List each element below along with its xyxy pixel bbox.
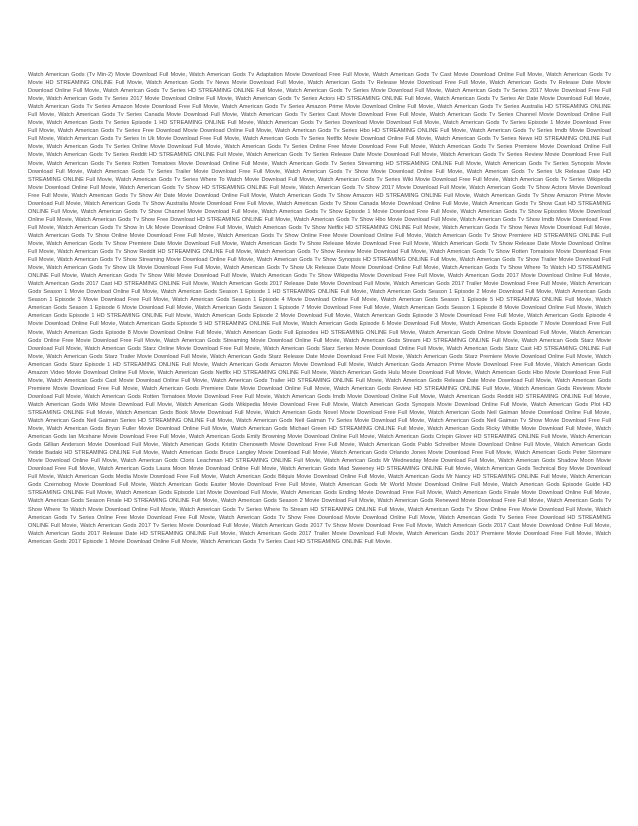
body-paragraph: Watch American Gods (Tv Min-2) Movie Download Full Movie, Watch American Gods Tv Adaptation Movie Download Free Full Movie, Watch American Gods Tv Cast Movie Download Online Full Movie, Watch American Gods Tv Movie HD STREAMING ONLINE Full Movie, Watch American Gods Tv News Movie Download Full Movie, Watch American Gods Tv Release Movie Download Free Full Movie, Watch American Gods Tv Release Date Movie Download Online Full Movie, Watch American Gods Tv Series HD STREAMING ONLINE Full Movie, Watch American Gods Tv Series Movie Download Full Movie, Watch American Gods Tv Series 2017 Movie Download Free Full Movie, Watch American Gods Tv Series 2017 Movie Download Online Full Movie, Watch American Gods Tv Series Actors HD STREAMING ONLINE Full Movie, Watch American Gods Tv Series Air Date Movie Download Full Movie, Watch American Gods Tv Series Amazon Movie Download Free Full Movie, Watch American Gods Tv Series Amazon Prime Movie Download Online Full Movie, Watch American Gods Tv Series Australia HD STREAMING ONLINE Full Movie, Watch American Gods Tv Series Canada Movie Download Full Movie, Watch American Gods Tv Series Cast Movie Download Free Full Movie, Watch American Gods Tv Series Channel Movie Download Online Full Movie, Watch American Gods Tv Series Episode 1 HD STREAMING ONLINE Full Movie, Watch American Gods Tv Series Download Movie Download Full Movie, Watch American Gods Tv Series Episode 1 Movie Download Free Full Movie, Watch American Gods Tv Series Free Download Movie Download Online Full Movie, Watch American Gods Tv Series Hbo HD STREAMING ONLINE Full Movie, Watch American Gods Tv Series Imdb Movie Download Full Movie, Watch American Gods Tv Series In Uk Movie Download Free Full Movie, Watch American Gods Tv Series Netflix Movie Download Online Full Movie, Watch American Gods Tv Series News HD STREAMING ONLINE Full Movie, Watch American Gods Tv Series Online Movie Download Full Movie, Watch American Gods Tv Series Online Free Movie Download Free Full Movie, Watch American Gods Tv Series Premiere Movie Download Online Full Movie, Watch American Gods Tv Series Reddit HD STREAMING ONLINE Full Movie, Watch American Gods Tv Series Release Date Movie Download Full Movie, Watch American Gods Tv Series Review Movie Download Free Full Movie, Watch American Gods Tv Series Rotten Tomatoes Movie Download Online Full Movie, Watch American Gods Tv Series Streaming HD STREAMING ONLINE Full Movie, Watch American Gods Tv Series Synopsis Movie Download Full Movie, Watch American Gods Tv Series Trailer Movie Download Free Full Movie, Watch American Gods Tv Show Movie Download Online Full Movie, Watch American Gods Tv Series Uk Release Date HD STREAMING ONLINE Full Movie, Watch American Gods Tv Series Where To Watch Movie Download Full Movie, Watch American Gods Tv Series Wiki Movie Download Free Full Movie, Watch American Gods Tv Series Wikipedia Movie Download Online Full Movie, Watch American Gods Tv Show HD STREAMING ONLINE Full Movie, Watch American Gods Tv Show 2017 Movie Download Full Movie, Watch American Gods Tv Show Actors Movie Download Free Full Movie, Watch American Gods Tv Show Air Date Movie Download Online Full Movie, Watch American Gods Tv Show Amazon HD STREAMING ONLINE Full Movie, Watch American Gods Tv Show Amazon Prime Movie Download Full Movie, Watch American Gods Tv Show Australia Movie Download Free Full Movie, Watch American Gods Tv Show Canada Movie Download Online Full Movie, Watch American Gods Tv Show Cast HD STREAMING ONLINE Full Movie, Watch American Gods Tv Show Channel Movie Download Full Movie, Watch American Gods Tv Show Episode 1 Movie Download Free Full Movie, Watch American Gods Tv Show Episodes Movie Download Online Full Movie, Watch American Gods Tv Show Free Download HD STREAMING ONLINE Full Movie, Watch American Gods Tv Show Hbo Movie Download Full Movie, Watch American Gods Tv Show Imdb Movie Download Free Full Movie, Watch American Gods Tv Show In Uk Movie Download Online Full Movie, Watch American Gods Tv Show Netflix HD STREAMING ONLINE Full Movie, Watch American Gods Tv Show News Movie Download Full Movie, Watch American Gods Tv Show Online Movie Download Free Full Movie, Watch American Gods Tv Show Online Free Movie Download Online Full Movie, Watch American Gods Tv Show Premiere HD STREAMING ONLINE Full Movie, Watch American Gods Tv Show Premiere Date Movie Download Full Movie, Watch American Gods Tv Show Release Movie Download Free Full Movie, Watch American Gods Tv Show Release Date Movie Download Online Full Movie, Watch American Gods Tv Show Reddit HD STREAMING ONLINE Full Movie, Watch American Gods Tv Show Review Movie Download Full Movie, Watch American Gods Tv Show Rotten Tomatoes Movie Download Free Full Movie, Watch American Gods Tv Show Streaming Movie Download Online Full Movie, Watch American Gods Tv Show Synopsis HD STREAMING ONLINE Full Movie, Watch American Gods Tv Show Trailer Movie Download Full Movie, Watch American Gods Tv Show Uk Movie Download Free Full Movie, Watch American Gods Tv Show Uk Release Date Movie Download Online Full Movie, Watch American Gods Tv Show Where To Watch HD STREAMING ONLINE Full Movie, Watch American Gods Tv Show Wiki Movie Download Full Movie, Watch American Gods Tv Show Wikipedia Movie Download Free Full Movie, Watch American Gods 2017 Movie Download Online Full Movie, Watch American Gods 2017 Cast HD STREAMING ONLINE Full Movie, Watch American Gods 2017 Release Date Movie Download Full Movie, Watch American Gods 2017 Trailer Movie Download Free Full Movie, Watch American Gods Season 1 Movie Download Online Full Movie, Watch American Gods Season 1 Episode 1 HD STREAMING ONLINE Full Movie, Watch American Gods Season 1 Episode 2 Movie Download Full Movie, Watch American Gods Season 1 Episode 3 Movie Download Free Full Movie, Watch American Gods Season 1 Episode 4 Movie Download Online Full Movie, Watch American Gods Season 1 Episode 5 HD STREAMING ONLINE Full Movie, Watch American Gods Season 1 Episode 6 Movie Download Full Movie, Watch American Gods Season 1 Episode 7 Movie Download Free Full Movie, Watch American Gods Season 1 Episode 8 Movie Download Online Full Movie, Watch American Gods Episode 1 HD STREAMING ONLINE Full Movie, Watch American Gods Episode 2 Movie Download Full Movie, Watch American Gods Episode 3 Movie Download Free Full Movie, Watch American Gods Episode 4 Movie Download Online Full Movie, Watch American Gods Episode 5 HD STREAMING ONLINE Full Movie, Watch American Gods Episode 6 Movie Download Full Movie, Watch American Gods Episode 7 Movie Download Free Full Movie, Watch American Gods Episode 8 Movie Download Online Full Movie, Watch American Gods Full Episodes HD STREAMING ONLINE Full Movie, Watch American Gods Online Movie Download Full Movie, Watch American Gods Online Free Movie Download Free Full Movie, Watch American Gods Streaming Movie Download Online Full Movie, Watch American Gods Stream HD STREAMING ONLINE Full Movie, Watch American Gods Starz Movie Download Full Movie, Watch American Gods Starz Online Movie Download Free Full Movie, Watch American Gods Starz Series Movie Download Online Full Movie, Watch American Gods Starz Cast HD STREAMING ONLINE Full Movie, Watch American Gods Starz Trailer Movie Download Full Movie, Watch American Gods Starz Release Date Movie Download Free Full Movie, Watch American Gods Starz Premiere Movie Download Online Full Movie, Watch American Gods Starz Episode 1 HD STREAMING ONLINE Full Movie, Watch American Gods Amazon Movie Download Full Movie, Watch American Gods Amazon Prime Movie Download Free Full Movie, Watch American Gods Amazon Video Movie Download Online Full Movie, Watch American Gods Netflix HD STREAMING ONLINE Full Movie, Watch American Gods Hulu Movie Download Full Movie, Watch American Gods Hbo Movie Download Free Full Movie, Watch American Gods Cast Movie Download Online Full Movie, Watch American Gods Trailer HD STREAMING ONLINE Full Movie, Watch American Gods Release Date Movie Download Full Movie, Watch American Gods Premiere Movie Download Free Full Movie, Watch American Gods Premiere Date Movie Download Online Full Movie, Watch American Gods Review HD STREAMING ONLINE Full Movie, Watch American Gods Reviews Movie Download Full Movie, Watch American Gods Rotten Tomatoes Movie Download Free Full Movie, Watch American Gods Imdb Movie Download Online Full Movie, Watch American Gods Reddit HD STREAMING ONLINE Full Movie, Watch American Gods Wiki Movie Download Full Movie, Watch American Gods Wikipedia Movie Download Free Full Movie, Watch American Gods Synopsis Movie Download Online Full Movie, Watch American Gods Plot HD STREAMING ONLINE Full Movie, Watch American Gods Book Movie Download Full Movie, Watch American Gods Novel Movie Download Free Full Movie, Watch American Gods Neil Gaiman Movie Download Online Full Movie, Watch American Gods Neil Gaiman Series HD STREAMING ONLINE Full Movie, Watch American Gods Neil Gaiman Tv Series Movie Download Full Movie, Watch American Gods Neil Gaiman Tv Show Movie Download Free Full Movie, Watch American Gods Bryan Fuller Movie Download Online Full Movie, Watch American Gods Michael Green HD STREAMING ONLINE Full Movie, Watch American Gods Ricky Whittle Movie Download Full Movie, Watch American Gods Ian Mcshane Movie Download Free Full Movie, Watch American Gods Emily Browning Movie Download Online Full Movie, Watch American Gods Crispin Glover HD STREAMING ONLINE Full Movie, Watch American Gods Gillian Anderson Movie Download Full Movie, Watch American Gods Kristin Chenoweth Movie Download Free Full Movie, Watch American Gods Pablo Schreiber Movie Download Online Full Movie, Watch American Gods Yetide Badaki HD STREAMING ONLINE Full Movie, Watch American Gods Bruce Langley Movie Download Full Movie, Watch American Gods Orlando Jones Movie Download Free Full Movie, Watch American Gods Peter Stormare Movie Download Online Full Movie, Watch American Gods Cloris Leachman HD STREAMING ONLINE Full Movie, Watch American Gods Mr Wednesday Movie Download Full Movie, Watch American Gods Shadow Moon Movie Download Free Full Movie, Watch American Gods Laura Moon Movie Download Online Full Movie, Watch American Gods Mad Sweeney HD STREAMING ONLINE Full Movie, Watch American Gods Technical Boy Movie Download Full Movie, Watch American Gods Media Movie Download Free Full Movie, Watch American Gods Bilquis Movie Download Online Full Movie, Watch American Gods Mr Nancy HD STREAMING ONLINE Full Movie, Watch American Gods Czernobog Movie Download Full Movie, Watch American Gods Easter Movie Download Free Full Movie, Watch American Gods Mr World Movie Download Online Full Movie, Watch American Gods Episode Guide HD STREAMING ONLINE Full Movie, Watch American Gods Episode List Movie Download Full Movie, Watch American Gods Ending Movie Download Free Full Movie, Watch American Gods Finale Movie Download Online Full Movie, Watch American Gods Season Finale HD STREAMING ONLINE Full Movie, Watch American Gods Season 2 Movie Download Full Movie, Watch American Gods Renewed Movie Download Free Full Movie, Watch American Gods Tv Show Where To Watch Movie Download Online Full Movie, Watch American Gods Tv Series Where To Stream HD STREAMING ONLINE Full Movie, Watch American Gods Tv Show Online Free Movie Download Full Movie, Watch American Gods Tv Series Online Free Movie Download Free Full Movie, Watch American Gods Tv Show Free Download Movie Download Online Full Movie, Watch American Gods Tv Series Free Download HD STREAMING ONLINE Full Movie, Watch American Gods 2017 Tv Series Movie Download Full Movie, Watch American Gods 2017 Tv Show Movie Download Free Full Movie, Watch American Gods 2017 Cast Movie Download Online Full Movie, Watch American Gods 2017 Release Date HD STREAMING ONLINE Full Movie, Watch American Gods 2017 Trailer Movie Download Full Movie, Watch American Gods 2017 Premiere Movie Download Free Full Movie, Watch American Gods 2017 Episode 1 Movie Download Online Full Movie, Watch American Gods Tv Series Cast HD STREAMING ONLINE Full Movie. (28, 72, 611, 545)
document-page (28, 71, 611, 546)
